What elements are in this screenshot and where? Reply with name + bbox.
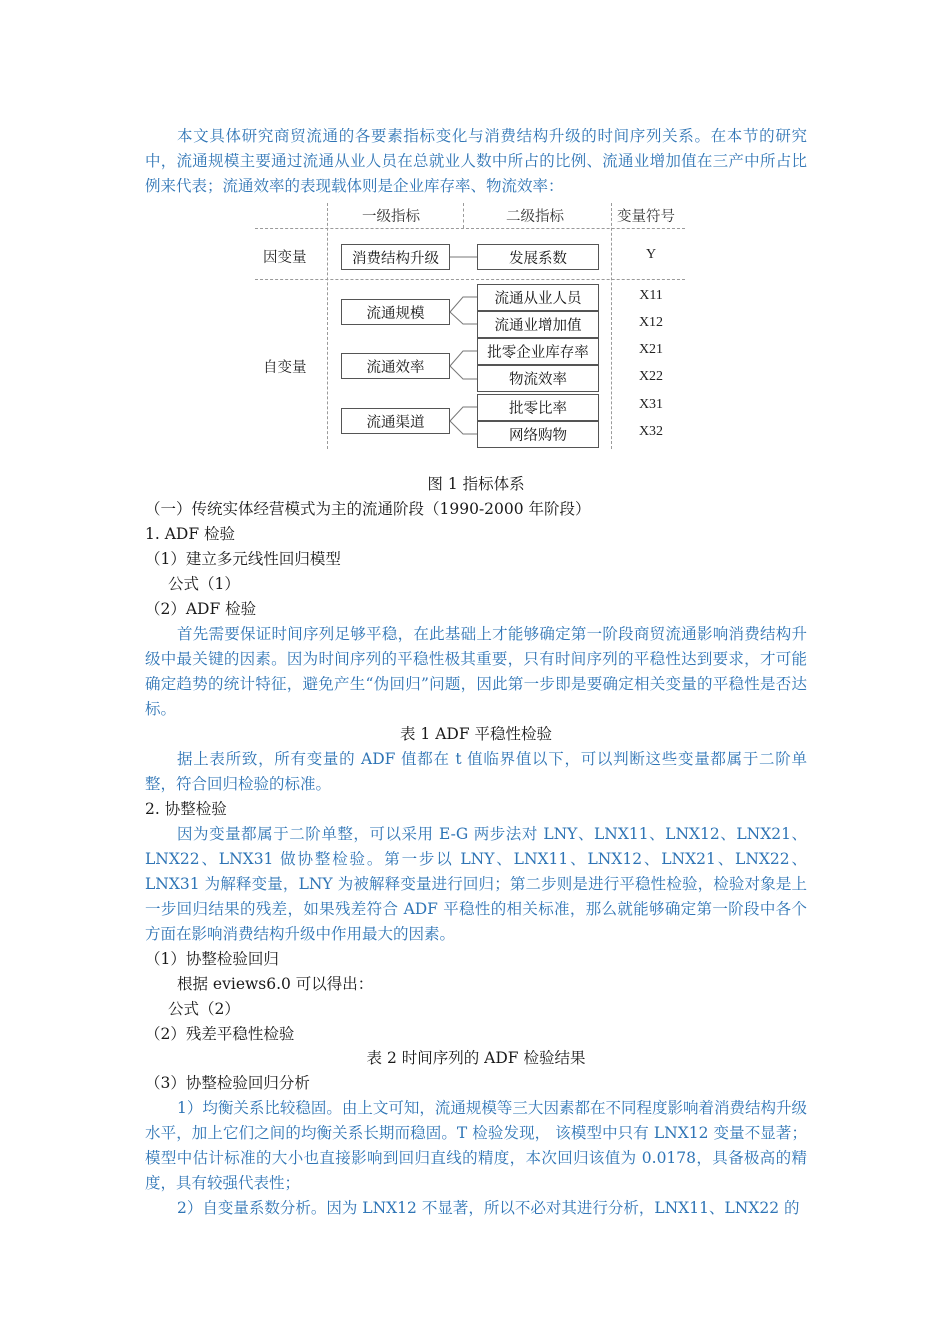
item-symbol: X31 bbox=[638, 397, 664, 412]
table2-caption: 表 2 时间序列的 ADF 检验结果 bbox=[366, 1049, 586, 1067]
analysis-point-2: 2）自变量系数分析。因为 LNX12 不显著，所以不必对其进行分析，LNX11、LNX22 的 bbox=[177, 1199, 800, 1217]
diagram-connectors bbox=[255, 200, 685, 452]
indicator-system-diagram bbox=[255, 200, 685, 452]
analysis-heading: （3）协整检验回归分析 bbox=[145, 1074, 310, 1092]
column-divider-3 bbox=[611, 203, 612, 449]
table1-paragraph: 据上表所致，所有变量的 ADF 值都在 t 值临界值以下，可以判断这些变量都属于二阶单整，符合回归检验的标准。 bbox=[145, 750, 807, 793]
cointegration-regression-heading: （1）协整检验回归 bbox=[145, 950, 279, 968]
formula-1: 公式（1） bbox=[168, 575, 240, 593]
header-rule bbox=[255, 228, 685, 229]
model-heading: （1）建立多元线性回归模型 bbox=[145, 550, 341, 568]
column-divider-1 bbox=[327, 203, 328, 449]
item-box: 批零企业库存率 bbox=[477, 338, 599, 365]
item-symbol: X22 bbox=[638, 369, 664, 384]
intro-paragraph: 本文具体研究商贸流通的各要素指标变化与消费结构升级的时间序列关系。在本节的研究中，流通规模主要通过流通从业人员在总就业人数中所占的比例、流通业增加值在三产中所占比例来代表；流通效率的表现载体则是企业库存率、物流效率： bbox=[145, 127, 807, 195]
group-efficiency-box: 流通效率 bbox=[341, 353, 450, 379]
header-level1: 一级指标 bbox=[362, 209, 420, 225]
group-channel-box: 流通渠道 bbox=[341, 408, 450, 434]
dependent-level2-box: 发展系数 bbox=[477, 244, 599, 270]
item-symbol: X32 bbox=[638, 424, 664, 439]
figure-caption: 图 1 指标体系 bbox=[427, 475, 525, 493]
dependent-category: 因变量 bbox=[263, 250, 307, 266]
header-symbol: 变量符号 bbox=[617, 209, 675, 225]
table1-caption: 表 1 ADF 平稳性检验 bbox=[399, 725, 553, 743]
analysis-point-1: 1）均衡关系比较稳固。由上文可知，流通规模等三大因素都在不同程度影响着消费结构升级水平，加上它们之间的均衡关系长期而稳固。T 检验发现， 该模型中只有 LNX12 变量不显著；模型中估计标准的大小也直接影响到回归直线的精度，本次回归该值为 0.0178，具备极高的精度，具有较强代表性； bbox=[145, 1099, 807, 1192]
group-scale-box: 流通规模 bbox=[341, 299, 450, 325]
residual-heading: （2）残差平稳性检验 bbox=[145, 1025, 295, 1043]
section-heading: （一）传统实体经营模式为主的流通阶段（1990-2000 年阶段） bbox=[145, 500, 591, 518]
item-box: 流通从业人员 bbox=[477, 284, 599, 311]
cointegration-paragraph: 因为变量都属于二阶单整，可以采用 E-G 两步法对 LNY、LNX11、LNX12、LNX21、LNX22、LNX31 做协整检验。第一步以 LNY、LNX11、LNX12、LNX21、LNX22、LNX31 为解释变量，LNY 为被解释变量进行回归；第二步则是进行平稳性检验，检验对象是上一步回归结果的残差，如果残差符合 ADF 平稳性的相关标准，那么就能够确定第一阶段中各个方面在影响消费结构升级中作用最大的因素。 bbox=[145, 825, 807, 943]
eviews-line: 根据 eviews6.0 可以得出： bbox=[177, 975, 374, 993]
item-symbol: X21 bbox=[638, 342, 664, 357]
column-divider-2 bbox=[463, 203, 464, 228]
item-box: 物流效率 bbox=[477, 365, 599, 392]
adf-heading: 1. ADF 检验 bbox=[145, 525, 236, 543]
item-box: 流通业增加值 bbox=[477, 311, 599, 338]
item-box: 批零比率 bbox=[477, 394, 599, 421]
item-symbol: X11 bbox=[639, 288, 663, 303]
dependent-symbol: Y bbox=[645, 247, 657, 262]
section-rule bbox=[255, 279, 685, 280]
formula-2: 公式（2） bbox=[168, 1000, 240, 1018]
adf-paragraph: 首先需要保证时间序列足够平稳，在此基础上才能够确定第一阶段商贸流通影响消费结构升级中最关键的因素。因为时间序列的平稳性极其重要，只有时间序列的平稳性达到要求，才可能确定趋势的统计特征，避免产生“伪回归”问题，因此第一步即是要确定相关变量的平稳性是否达标。 bbox=[145, 625, 807, 718]
item-symbol: X12 bbox=[638, 315, 664, 330]
item-box: 网络购物 bbox=[477, 421, 599, 448]
adf-subheading: （2）ADF 检验 bbox=[145, 600, 257, 618]
independent-category: 自变量 bbox=[263, 360, 307, 376]
dependent-level1-box: 消费结构升级 bbox=[341, 244, 450, 270]
cointegration-heading: 2. 协整检验 bbox=[145, 800, 227, 818]
header-level2: 二级指标 bbox=[506, 209, 564, 225]
